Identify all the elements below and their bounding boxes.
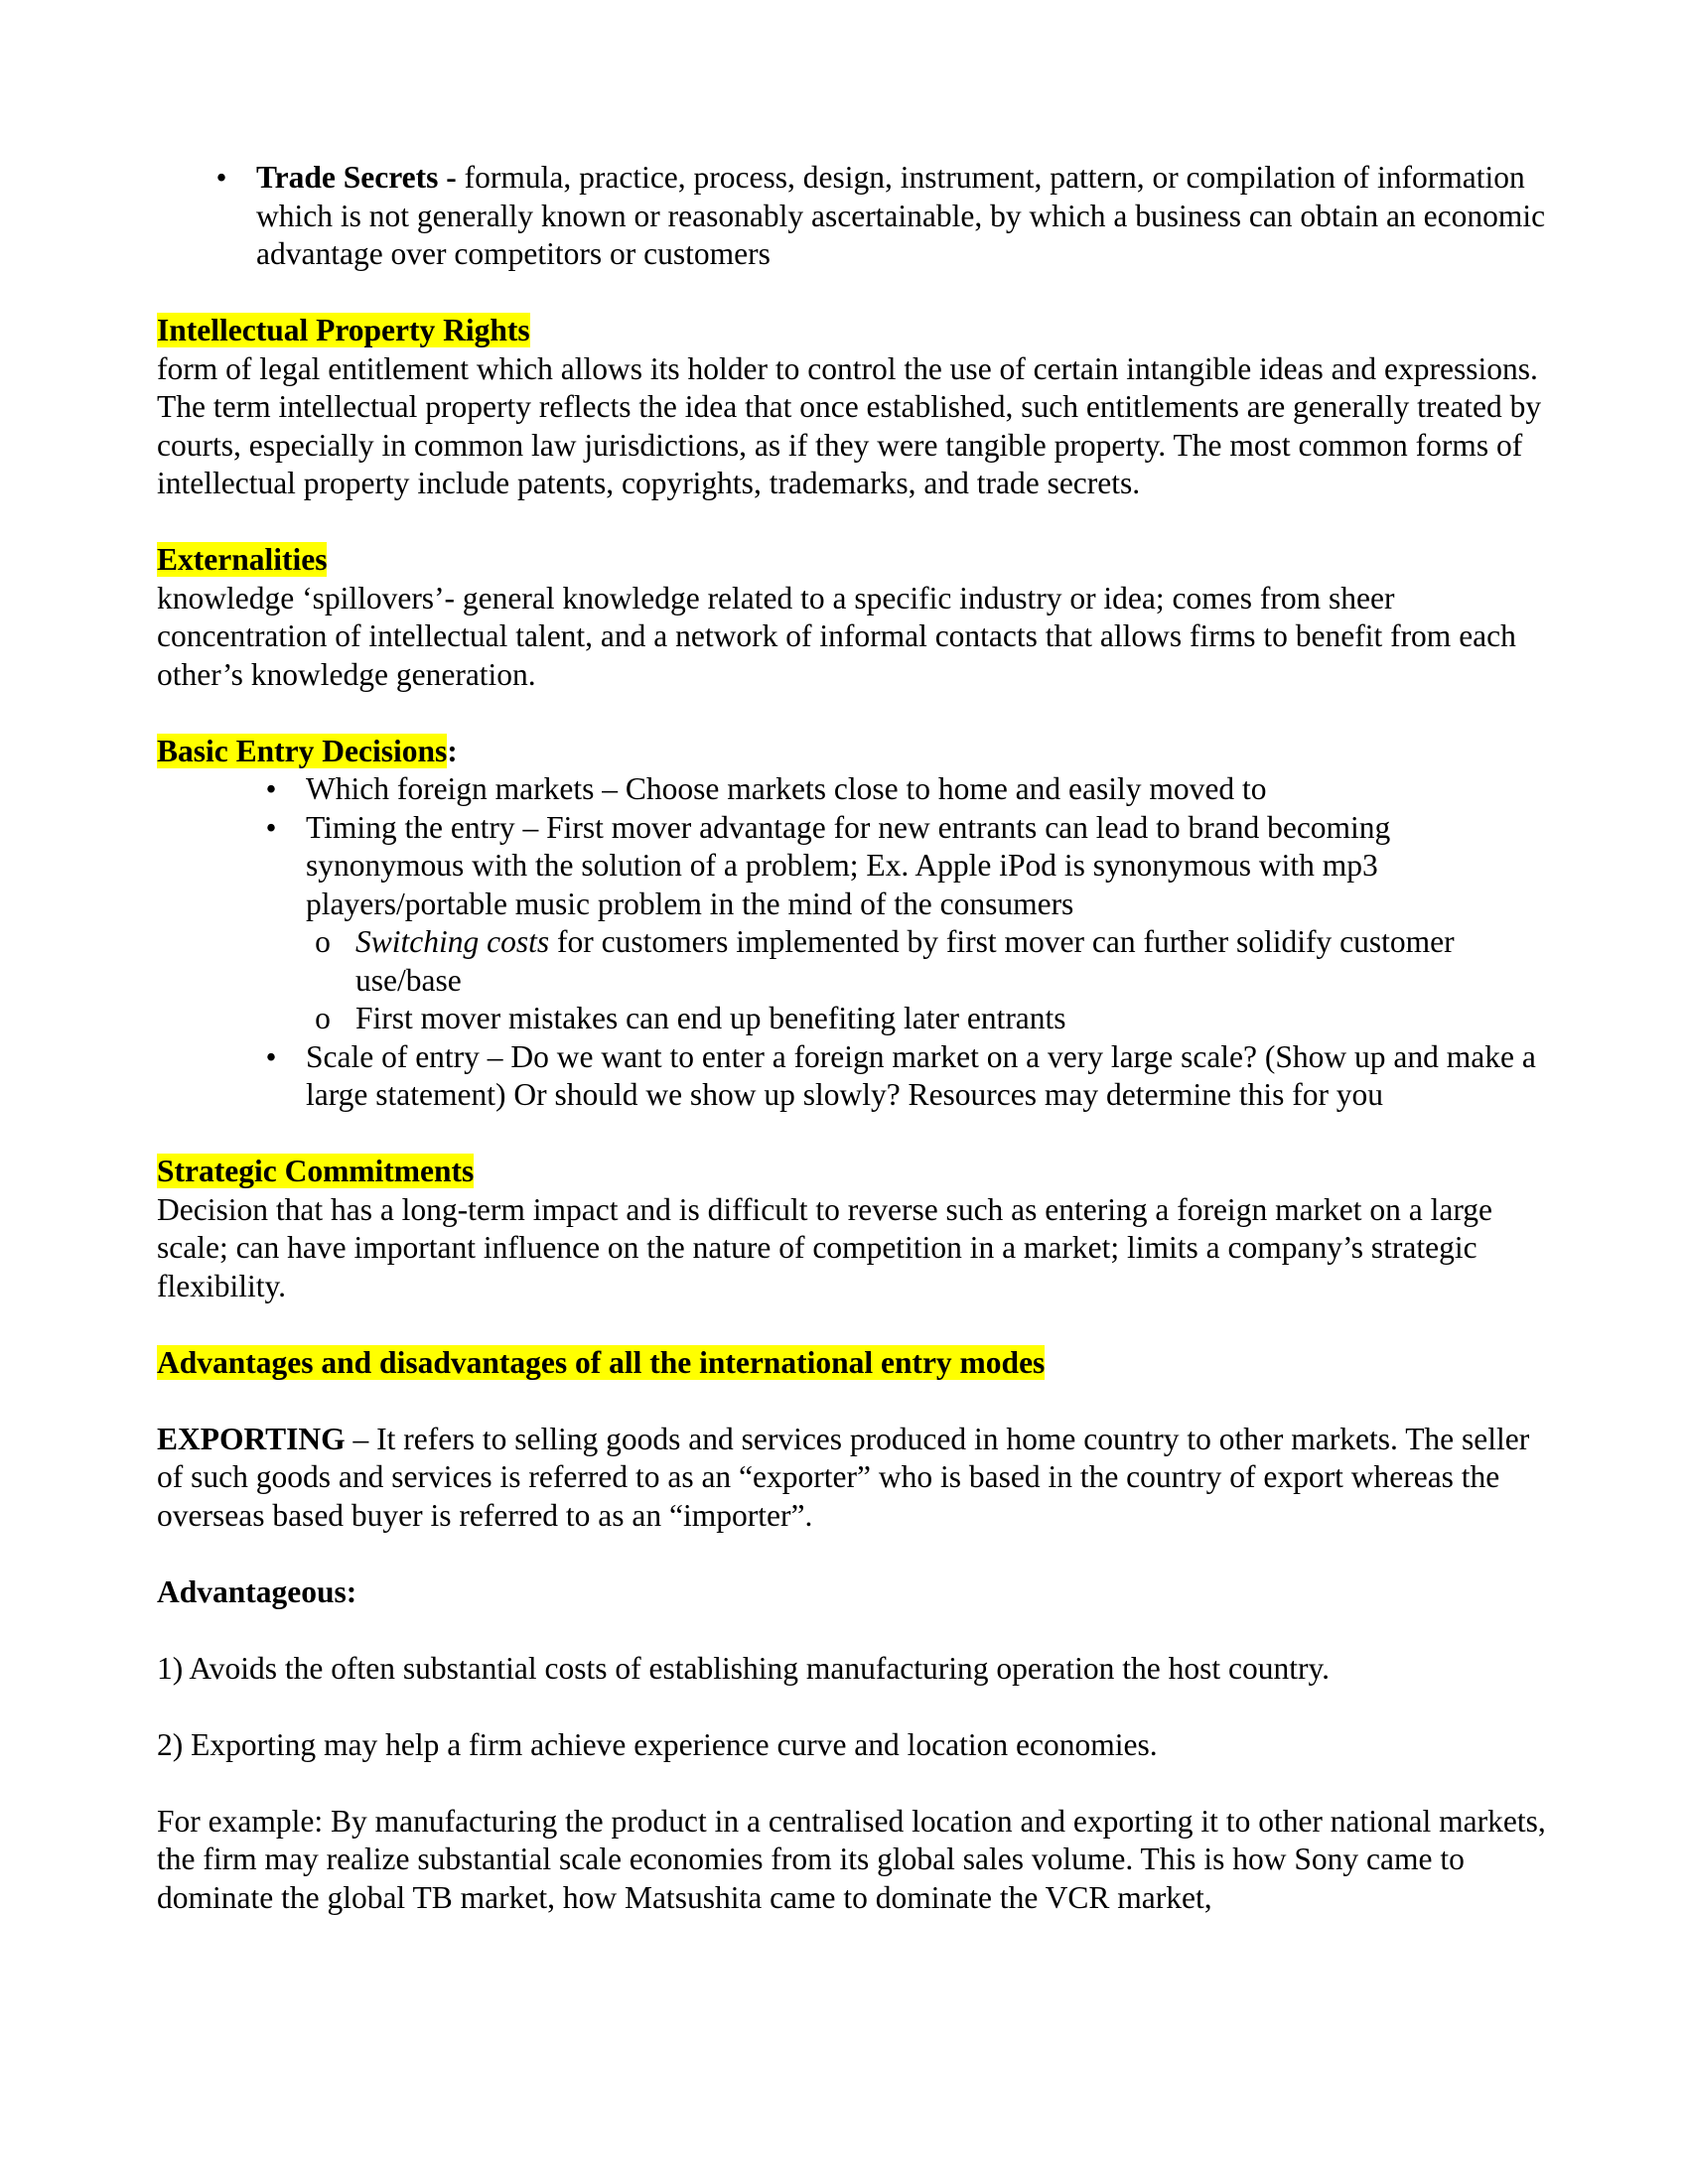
- bullet-icon: •: [265, 771, 277, 806]
- list-item: [315, 923, 1547, 1000]
- advantageous-heading: Advantageous:: [157, 1573, 357, 1609]
- externalities-heading: Externalities: [157, 542, 328, 577]
- first-mover-mistakes: First mover mistakes can end up benefiting later entrants: [355, 1001, 1066, 1035]
- trade-secrets-term: Trade Secrets -: [256, 160, 457, 195]
- list-item: [265, 770, 1547, 809]
- entry-item-timing: Timing the entry – First mover advantage for new entrants can lead to brand becoming synonymous with the solution of a problem; Ex. Apple iPod is synonymous with mp3 players/portable music problem in the mind of the consumers: [306, 809, 1391, 921]
- circle-bullet-icon: o: [315, 1001, 331, 1035]
- exporting-term: EXPORTING: [157, 1421, 346, 1456]
- trade-secrets-list: [157, 159, 1547, 274]
- entry-decisions-list: [157, 770, 1547, 1115]
- circle-bullet-icon: o: [315, 924, 331, 959]
- trade-secrets-definition: formula, practice, process, design, instrument, pattern, or compilation of information which is not generally known or reasonably ascertainable, by which a business can obtain an economic advantage over competitors or customers: [256, 160, 1546, 271]
- externalities-body: knowledge ‘spillovers’- general knowledge related to a specific industry or idea; comes from sheer concentration of intellectual talent, and a network of informal contacts that allows firms to benefit from each other’s knowledge generation.: [157, 580, 1516, 692]
- example-paragraph: For example: By manufacturing the product in a centralised location and exporting it to other national markets, the firm may realize substantial scale economies from its global sales volume. This is how Sony came to dominate the global TB market, how Matsushita came to dominate the VCR market,: [157, 1803, 1546, 1915]
- list-item: [265, 809, 1547, 1038]
- entry-heading-line: [157, 733, 1547, 771]
- exporting-definition: – It refers to selling goods and services produced in home country to other markets. The seller of such goods and services is referred to as an “exporter” who is based in the country of export whereas the overseas based buyer is referred to as an “importer”.: [157, 1421, 1530, 1533]
- list-item: [315, 1000, 1547, 1038]
- entry-item-scale: Scale of entry – Do we want to enter a foreign market on a very large scale? (Show up and make a large statement) Or should we show up slowly? Resources may determine this for you: [306, 1038, 1536, 1112]
- switching-costs-term: Switching costs: [355, 924, 550, 959]
- advantageous-heading-line: [157, 1573, 1547, 1612]
- trade-secrets-item: [215, 159, 1547, 274]
- ipr-heading-line: [157, 312, 1547, 350]
- bullet-icon: •: [265, 809, 277, 845]
- timing-sublist: [306, 923, 1547, 1038]
- strategic-body: Decision that has a long-term impact and is difficult to reverse such as entering a foreign market on a large scale; can have important influence on the nature of competition in a market; limits a company’s strategic flexibility.: [157, 1191, 1493, 1303]
- bullet-icon: •: [265, 1038, 277, 1074]
- bullet-icon: •: [215, 160, 227, 195]
- ipr-heading: Intellectual Property Rights: [157, 313, 530, 347]
- externalities-heading-line: [157, 541, 1547, 580]
- strategic-heading: Strategic Commitments: [157, 1154, 475, 1188]
- advantage-point-1: 1) Avoids the often substantial costs of establishing manufacturing operation the host country.: [157, 1650, 1331, 1686]
- entry-item-markets: Which foreign markets – Choose markets close to home and easily moved to: [306, 771, 1267, 806]
- advantage-point-2: 2) Exporting may help a firm achieve experience curve and location economies.: [157, 1726, 1158, 1762]
- switching-costs-text: for customers implemented by first mover can further solidify customer use/base: [355, 924, 1455, 998]
- exporting-paragraph: [157, 1421, 1547, 1536]
- ipr-body: form of legal entitlement which allows its holder to control the use of certain intangible ideas and expressions. The term intellectual property reflects the idea that once established, such entitlements are generally treated by courts, especially in common law jurisdictions, as if they were tangible property. The most common forms of intellectual property include patents, copyrights, trademarks, and trade secrets.: [157, 350, 1542, 500]
- list-item: [265, 1038, 1547, 1115]
- document-page: [157, 159, 1547, 1917]
- modes-heading-line: [157, 1344, 1547, 1383]
- entry-heading: Basic Entry Decisions: [157, 733, 448, 768]
- modes-heading: Advantages and disadvantages of all the international entry modes: [157, 1344, 1046, 1380]
- entry-heading-colon: :: [447, 733, 458, 768]
- strategic-heading-line: [157, 1153, 1547, 1191]
